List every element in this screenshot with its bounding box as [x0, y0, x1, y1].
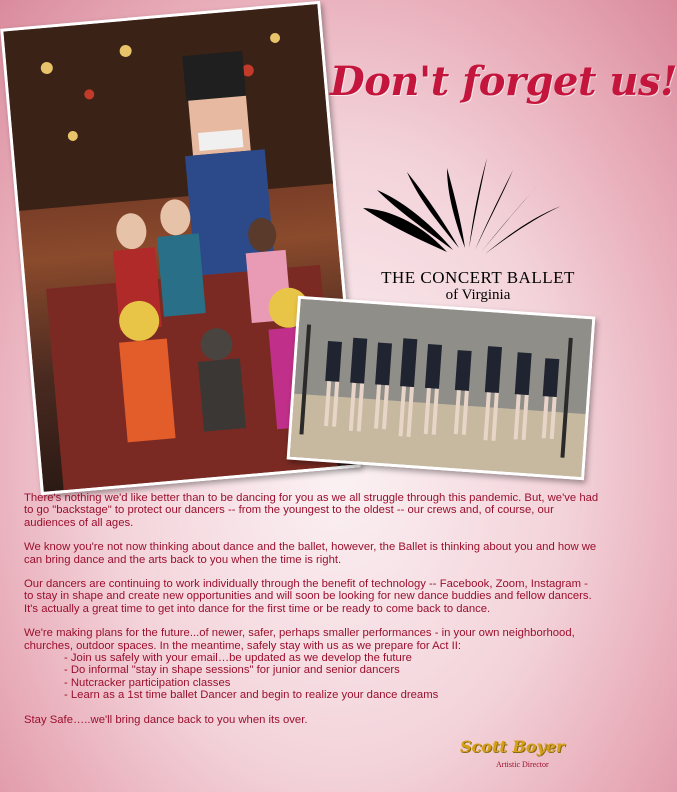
- logo-subtitle: of Virginia: [445, 287, 511, 303]
- headline: Don't forget us!: [330, 58, 677, 105]
- closing-line: Stay Safe…..we'll bring dance back to you when its over.: [24, 713, 308, 726]
- list-item: - Join us safely with your email…be updated as we develop the future: [64, 652, 412, 665]
- list-item: - Learn as a 1st time ballet Dancer and begin to realize your dance dreams: [64, 689, 439, 702]
- signature-name: Scott Boyer: [460, 737, 565, 756]
- ballet-class-photo: [287, 296, 596, 480]
- paragraph-technology: Our dancers are continuing to work individually through the benefit of technology -- Facebook, Zoom, Instagram - to stay in shape and create new opportunities and will soon be looking for new dance buddies and fellow dancers. It's actually a great time to get into dance for the first time or be ready to come back to dance.: [24, 578, 592, 615]
- ballet-class-photo-illustration: [290, 299, 592, 477]
- paragraph-plans: We're making plans for the future...of newer, safer, perhaps smaller performances - in your own neighborhood, churches, outdoor spaces. In the meantime, safely stay with us as we prepare for Act II:: [24, 627, 575, 652]
- signature-title: Artistic Director: [496, 760, 549, 769]
- body-text: [24, 492, 599, 738]
- paragraph-pandemic: There's nothing we'd like better than to be dancing for you as we all struggle through this pandemic. But, we've had to go "backstage" to protect our dancers -- from the youngest to the oldest -- our crews and, of course, our audiences of all ages.: [24, 492, 599, 529]
- list-item: - Nutcracker participation classes: [64, 676, 231, 689]
- act-two-list: [24, 652, 599, 702]
- list-item: - Do informal "stay in shape sessions" for junior and senior dancers: [64, 664, 400, 677]
- paragraph-thinking: We know you're not now thinking about dance and the ballet, however, the Ballet is thinking about you and how we can bring dance and the arts back to you when the time is right.: [24, 541, 597, 566]
- logo-name: THE CONCERT BALLET: [381, 268, 575, 287]
